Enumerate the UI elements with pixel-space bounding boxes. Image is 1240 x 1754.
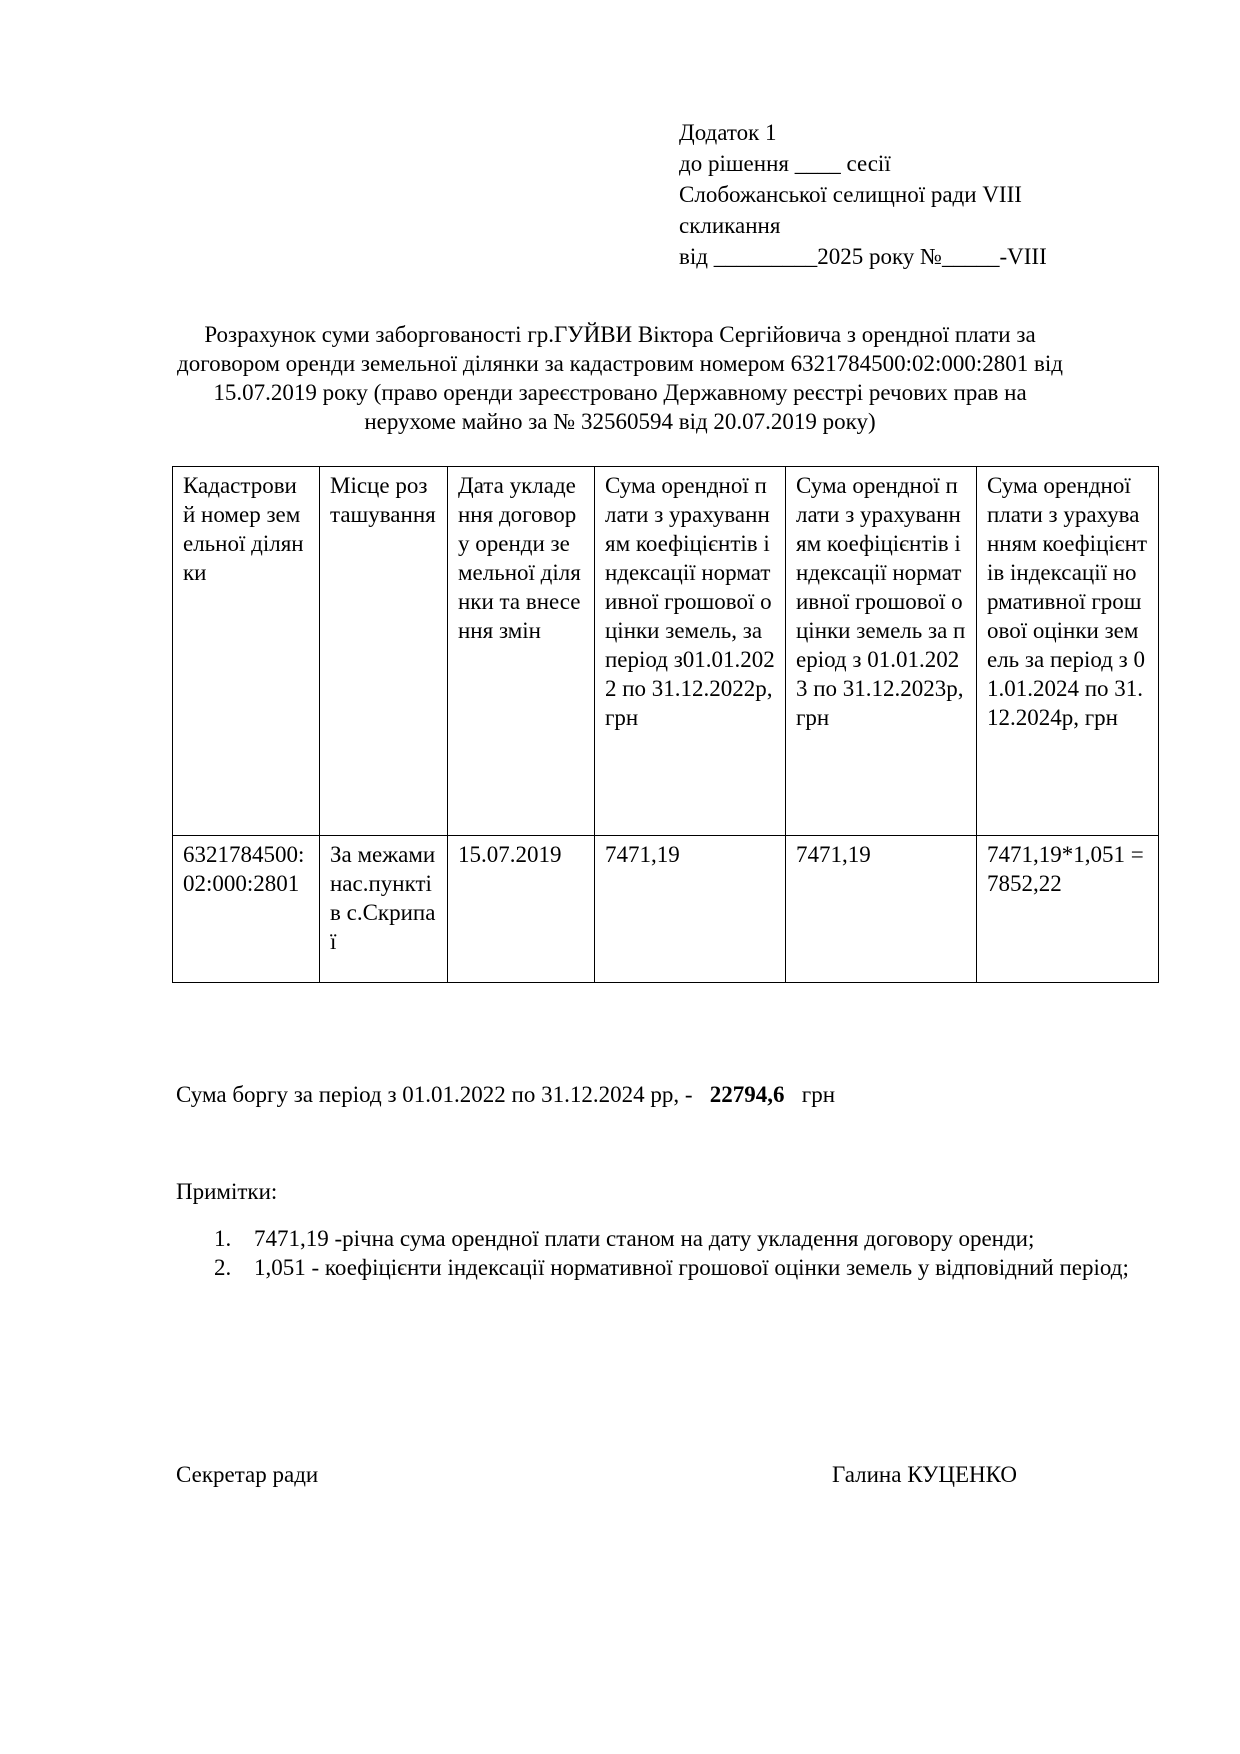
debt-summary (176, 1080, 835, 1109)
title-line: нерухоме майно за № 32560594 від 20.07.2019 року) (364, 409, 876, 434)
cell-rent-2024: 7471,19*1,051 =7852,22 (977, 836, 1159, 983)
title-line: договором оренди земельної ділянки за кадастровим номером 6321784500:02:000:2801 від (177, 351, 1063, 376)
note-number: 2. (214, 1255, 232, 1280)
title-line: Розрахунок суми заборгованості гр.ГУЙВИ Віктора Сергійовича з орендної плати за (204, 322, 1036, 347)
appendix-line: скликання (679, 213, 781, 238)
signature-name: Галина КУЦЕНКО (832, 1462, 1017, 1487)
note-text: 7471,19 -річна сума орендної плати станом на дату укладення договору оренди; (254, 1226, 1035, 1251)
signature-role: Секретар ради (176, 1462, 319, 1487)
appendix-line: Слобожанської селищної ради VIII (679, 182, 1022, 207)
note-number: 1. (214, 1226, 232, 1251)
header-rent-2022: Сума орендної плати з урахуванням коефіцієнтів індексації нормативної грошової оцінки земель, за період з01.01.2022 по 31.12.2022р, грн (595, 467, 786, 836)
header-location: Місце розташування (320, 467, 448, 836)
cell-cadastral-number: 6321784500:02:000:2801 (173, 836, 320, 983)
note-item (214, 1224, 1134, 1253)
header-contract-date: Дата укладення договору оренди земельної ділянки та внесення змін (448, 467, 595, 836)
note-item (214, 1253, 1134, 1282)
cell-location: За межами нас.пунктів с.Скрипаї (320, 836, 448, 983)
header-rent-2024: Сума орендної плати з урахуванням коефіцієнтів індексації нормативної грошової оцінки земель за період з 01.01.2024 по 31.12.2024р, грн (977, 467, 1159, 836)
debt-text: Сума боргу за період з 01.01.2022 по 31.12.2024 рр, - (176, 1082, 693, 1107)
note-text: 1,051 - коефіцієнти індексації нормативної грошової оцінки земель у відповідний період; (254, 1255, 1129, 1280)
appendix-line: від _________2025 року №_____-VIII (679, 244, 1047, 269)
notes-title: Примітки: (176, 1179, 278, 1204)
debt-amount: 22794,6 (709, 1082, 785, 1107)
appendix-block (679, 118, 1199, 273)
header-cadastral-number: Кадастровий номер земельної ділянки (173, 467, 320, 836)
appendix-line: до рішення ____ сесії (679, 151, 891, 176)
title-line: 15.07.2019 року (право оренди зареєстровано Державному реєстрі речових прав на (213, 380, 1027, 405)
debt-unit: грн (801, 1082, 836, 1107)
appendix-line: Додаток 1 (679, 120, 777, 145)
header-rent-2023: Сума орендної плати з урахуванням коефіцієнтів індексації нормативної грошової оцінки земель за період з 01.01.2023 по 31.12.2023р, грн (786, 467, 977, 836)
table-header-row (173, 467, 1159, 836)
table-row (173, 836, 1159, 983)
notes-list (214, 1224, 1134, 1282)
cell-rent-2023: 7471,19 (786, 836, 977, 983)
cell-rent-2022: 7471,19 (595, 836, 786, 983)
calculation-table (172, 466, 1159, 983)
cell-contract-date: 15.07.2019 (448, 836, 595, 983)
document-title (150, 320, 1090, 436)
